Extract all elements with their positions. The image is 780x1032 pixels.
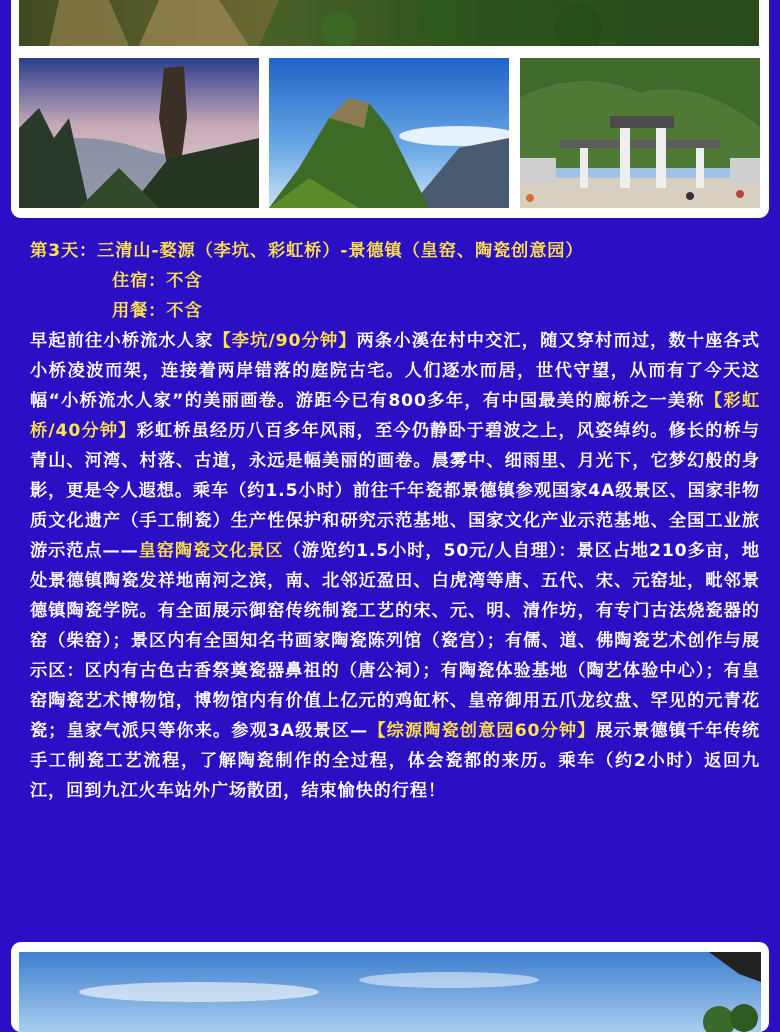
description-text: 彩虹桥虽经历八百多年风雨，至今仍静卧于碧波之上，风姿绰约。修长的桥与青山、河湾、村落、古道，永远是幅美丽的画卷。晨雾中、细雨里、月光下，它梦幻般的身影，更是令人遐想。乘车（约1.5小时）前往千年瓷都景德镇参观国家4A级景区、国家非物质文化遗产（手工制瓷）生产性保护和研究示范基地、国家文化产业示范基地、全国工业旅游示范点—— (30, 421, 760, 561)
rock-pillar-photo (19, 58, 259, 208)
highlight-attraction: 【彩虹桥/40分钟】 (30, 391, 760, 441)
memorial-archway-photo (520, 58, 760, 208)
top-photo-card (11, 0, 769, 218)
meals-info (30, 296, 760, 326)
highlight-attraction: 【综源陶瓷创意园60分钟】 (368, 721, 596, 741)
meals-value: 不含 (166, 301, 203, 321)
lodging-value: 不含 (166, 271, 203, 291)
meals-label: 用餐： (112, 301, 167, 321)
sky-landscape-photo (19, 952, 761, 1032)
description-text: 两条小溪在村中交汇，随又穿村而过，数十座各式小桥凌波而架，连接着两岸错落的庭院古宅。人们逐水而居，世代守望，从而有了今天这幅“小桥流水人家”的美丽画卷。游距今已有800多年，有中国最美的廊桥之一美称 (30, 331, 760, 411)
description-text: （游览约1.5小时，50元/人自理）：景区占地210多亩，地处景德镇陶瓷发祥地南河之滨，南、北邻近盈田、白虎湾等唐、五代、宋、元窑址，毗邻景德镇陶瓷学院。有全面展示御窑传统制瓷工艺的宋、元、明、清作坊，有专门古法烧瓷器的窑（柴窑）；景区内有全国知名书画家陶瓷陈列馆（瓷宫）；有儒、道、佛陶瓷艺术创作与展示区：区内有古色古香祭奠瓷器鼻祖的（唐公祠）；有陶瓷体验基地（陶艺体验中心）；有皇窑陶瓷艺术博物馆，博物馆内有价值上亿元的鸡缸杯、皇帝御用五爪龙纹盘、罕见的元青花瓷；皇家气派只等你来。参观3A级景区— (30, 541, 760, 741)
day-title: 第3天：三清山-婺源（李坑、彩虹桥）-景德镇（皇窑、陶瓷创意园） (30, 241, 584, 261)
green-peak-photo (269, 58, 509, 208)
highlight-attraction: 【李坑/90分钟】 (213, 331, 357, 351)
lodging-label: 住宿： (112, 271, 167, 291)
description-text: 早起前往小桥流水人家 (30, 331, 214, 351)
day-description (30, 326, 760, 806)
description-text: 展示景德镇千年传统手工制瓷工艺流程，了解陶瓷制作的全过程，体会瓷都的来历。乘车（约2小时）返回九江，回到九江火车站外广场散团，结束愉快的行程！ (30, 721, 760, 801)
highlight-attraction: 皇窑陶瓷文化景区 (138, 541, 284, 561)
bottom-photo-card (11, 942, 769, 1032)
lodging-info (30, 266, 760, 296)
mountain-banner-photo (19, 0, 759, 46)
itinerary-day-section (30, 236, 760, 806)
